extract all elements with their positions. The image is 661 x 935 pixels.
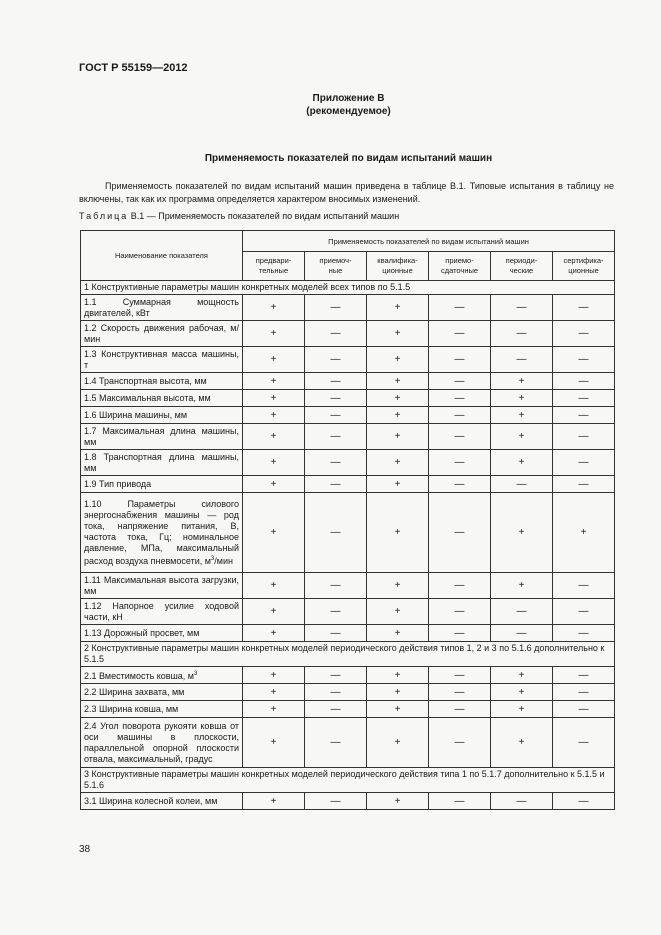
- applicability-cell: +: [243, 321, 305, 347]
- indicator-name: [81, 295, 243, 321]
- indicator-name: [81, 573, 243, 599]
- applicability-cell: —: [305, 625, 367, 642]
- applicability-cell: +: [491, 450, 553, 476]
- indicator-name: [81, 793, 243, 810]
- applicability-cell: +: [243, 625, 305, 642]
- indicator-name-text: 2.1 Вместимость ковша, м: [84, 670, 194, 681]
- applicability-cell: +: [243, 718, 305, 768]
- applicability-cell: —: [429, 295, 491, 321]
- applicability-cell: +: [367, 684, 429, 701]
- applicability-cell: +: [491, 373, 553, 390]
- section-row: [81, 642, 615, 667]
- table-row: [81, 493, 615, 573]
- applicability-cell: +: [367, 390, 429, 407]
- applicability-cell: —: [429, 599, 491, 625]
- applicability-cell: —: [429, 424, 491, 450]
- column-header-3: приемо- сдаточные: [429, 252, 491, 281]
- applicability-cell: —: [429, 347, 491, 373]
- table-body: [81, 281, 615, 810]
- name-column-header: Наименование показателя: [81, 231, 243, 281]
- applicability-cell: —: [491, 599, 553, 625]
- table-row: [81, 321, 615, 347]
- applicability-table: [80, 230, 615, 810]
- applicability-cell: —: [429, 390, 491, 407]
- applicability-cell: —: [491, 793, 553, 810]
- applicability-cell: +: [367, 793, 429, 810]
- applicability-cell: —: [429, 407, 491, 424]
- indicator-name: [81, 625, 243, 642]
- applicability-cell: —: [305, 493, 367, 573]
- unit-exponent: 3: [210, 555, 215, 562]
- indicator-name-text: 1.11 Максимальная высота загрузки, мм: [84, 574, 239, 596]
- indicator-name-text: 1.13 Дорожный просвет, мм: [84, 627, 200, 638]
- section-title: [0, 153, 661, 164]
- indicator-name: [81, 424, 243, 450]
- column-header-2: квалифика- ционные: [367, 252, 429, 281]
- section-heading: 1 Конструктивные параметры машин конкретных моделей всех типов по 5.1.5: [81, 281, 615, 295]
- applicability-cell: —: [553, 793, 615, 810]
- applicability-cell: —: [553, 295, 615, 321]
- applicability-cell: —: [553, 573, 615, 599]
- applicability-cell: +: [243, 407, 305, 424]
- applicability-cell: —: [305, 450, 367, 476]
- document-code: ГОСТ Р 55159—2012: [79, 62, 188, 74]
- indicator-name-text: 1.1 Суммарная мощность двигателей, кВт: [84, 296, 239, 318]
- table-row: [81, 701, 615, 718]
- indicator-name-text: 2.2 Ширина захвата, мм: [84, 686, 185, 697]
- appendix-label: Приложение В: [312, 93, 385, 104]
- applicability-cell: —: [429, 476, 491, 493]
- applicability-cell: —: [553, 373, 615, 390]
- applicability-cell: +: [243, 667, 305, 684]
- applicability-cell: —: [305, 424, 367, 450]
- applicability-cell: —: [553, 667, 615, 684]
- applicability-cell: —: [553, 424, 615, 450]
- indicator-name-text: 3.1 Ширина колесной колеи, мм: [84, 795, 218, 806]
- indicator-name-text: 1.6 Ширина машины, мм: [84, 409, 188, 420]
- indicator-name: [81, 667, 243, 684]
- applicability-cell: +: [367, 373, 429, 390]
- table-row: [81, 684, 615, 701]
- intro-paragraph: Применяемость показателей по видам испытаний машин приведена в таблице В.1. Типовые испытания в таблицу не включены, так как их программа определяется характером вносимых изменений.: [79, 181, 614, 204]
- applicability-cell: —: [553, 599, 615, 625]
- applicability-cell: +: [243, 493, 305, 573]
- applicability-cell: —: [553, 625, 615, 642]
- applicability-cell: —: [429, 667, 491, 684]
- applicability-cell: +: [491, 718, 553, 768]
- section-title-text: Применяемость показателей по видам испытаний машин: [204, 153, 493, 164]
- applicability-cell: —: [305, 321, 367, 347]
- applicability-cell: +: [243, 424, 305, 450]
- applicability-cell: +: [243, 599, 305, 625]
- table-caption: [79, 211, 399, 221]
- table-row: [81, 407, 615, 424]
- applicability-cell: +: [243, 684, 305, 701]
- indicator-name: [81, 701, 243, 718]
- applicability-cell: +: [367, 450, 429, 476]
- applicability-cell: —: [491, 625, 553, 642]
- applicability-cell: +: [367, 625, 429, 642]
- applicability-cell: —: [305, 667, 367, 684]
- table-row: [81, 476, 615, 493]
- applicability-cell: —: [491, 476, 553, 493]
- table-row: [81, 718, 615, 768]
- applicability-cell: +: [491, 701, 553, 718]
- applicability-cell: +: [367, 667, 429, 684]
- applicability-cell: +: [243, 347, 305, 373]
- applicability-cell: —: [305, 295, 367, 321]
- table-row: [81, 295, 615, 321]
- applicability-cell: —: [305, 718, 367, 768]
- indicator-name: [81, 718, 243, 768]
- applicability-cell: —: [553, 718, 615, 768]
- table-caption-text: В.1 — Применяемость показателей по видам испытаний машин: [128, 211, 400, 221]
- applicability-cell: —: [553, 321, 615, 347]
- applicability-cell: +: [491, 390, 553, 407]
- applicability-cell: +: [367, 493, 429, 573]
- indicator-name: [81, 684, 243, 701]
- applicability-cell: —: [553, 347, 615, 373]
- applicability-cell: —: [491, 347, 553, 373]
- applicability-cell: +: [243, 390, 305, 407]
- column-header-4: периоди- ческие: [491, 252, 553, 281]
- test-types-group-header: Применяемость показателей по видам испытаний машин: [243, 231, 615, 252]
- section-row: [81, 281, 615, 295]
- applicability-cell: —: [305, 684, 367, 701]
- indicator-name-text: 2.3 Ширина ковша, мм: [84, 703, 179, 714]
- applicability-cell: —: [429, 573, 491, 599]
- table-caption-prefix: Таблица: [79, 211, 129, 221]
- applicability-cell: +: [367, 573, 429, 599]
- appendix-status: (рекомендуемое): [306, 106, 391, 117]
- applicability-cell: +: [367, 476, 429, 493]
- indicator-name-text: 1.12 Напорное усилие ходовой части, кН: [84, 600, 239, 622]
- applicability-cell: —: [429, 684, 491, 701]
- applicability-cell: —: [429, 450, 491, 476]
- unit-exponent: 3: [194, 670, 198, 677]
- table-row: [81, 599, 615, 625]
- applicability-cell: +: [243, 450, 305, 476]
- applicability-cell: +: [491, 424, 553, 450]
- indicator-name-text: 1.2 Скорость движения рабочая, м/мин: [84, 322, 239, 344]
- applicability-cell: —: [305, 573, 367, 599]
- applicability-cell: +: [491, 684, 553, 701]
- applicability-cell: —: [429, 793, 491, 810]
- applicability-cell: +: [491, 667, 553, 684]
- table-row: [81, 373, 615, 390]
- applicability-cell: +: [367, 407, 429, 424]
- section-row: [81, 768, 615, 793]
- section-heading: 2 Конструктивные параметры машин конкретных моделей периодического действия типов 1, 2 и 3 по 5.1.6 дополнительно к 5.1.5: [81, 642, 615, 667]
- applicability-cell: +: [243, 476, 305, 493]
- indicator-name-text: 1.3 Конструктивная масса машины, т: [84, 348, 239, 370]
- applicability-cell: —: [553, 450, 615, 476]
- applicability-cell: —: [553, 390, 615, 407]
- applicability-cell: +: [367, 347, 429, 373]
- table-row: [81, 390, 615, 407]
- table-row: [81, 573, 615, 599]
- applicability-cell: —: [305, 599, 367, 625]
- applicability-cell: +: [491, 573, 553, 599]
- applicability-cell: —: [429, 321, 491, 347]
- applicability-cell: —: [305, 701, 367, 718]
- applicability-cell: —: [553, 476, 615, 493]
- applicability-cell: —: [553, 407, 615, 424]
- indicator-name: [81, 599, 243, 625]
- indicator-name-text: 2.4 Угол поворота рукояти ковша от оси машины в плоскости, параллельной опорной плоскости отвала, максимальный, градус: [84, 720, 239, 764]
- column-header-0: предвари- тельные: [243, 252, 305, 281]
- applicability-cell: —: [429, 718, 491, 768]
- unit-tail: /мин: [214, 555, 233, 566]
- applicability-cell: —: [429, 373, 491, 390]
- section-heading: 3 Конструктивные параметры машин конкретных моделей периодического действия типа 1 по 5.1.7 дополнительно к 5.1.5 и 5.1.6: [81, 768, 615, 793]
- table-row: [81, 450, 615, 476]
- indicator-name: [81, 321, 243, 347]
- applicability-cell: —: [491, 295, 553, 321]
- applicability-cell: +: [243, 373, 305, 390]
- table-row: [81, 793, 615, 810]
- applicability-cell: +: [243, 793, 305, 810]
- column-header-5: сертифика- ционные: [553, 252, 615, 281]
- table-row: [81, 347, 615, 373]
- table-row: [81, 667, 615, 684]
- page-number: 38: [79, 844, 91, 855]
- applicability-cell: +: [367, 718, 429, 768]
- indicator-name-text: 1.8 Транспортная длина машины, мм: [84, 451, 239, 473]
- indicator-name: [81, 450, 243, 476]
- applicability-cell: +: [243, 573, 305, 599]
- applicability-cell: —: [305, 407, 367, 424]
- applicability-cell: +: [243, 295, 305, 321]
- indicator-name: [81, 407, 243, 424]
- indicator-name: [81, 347, 243, 373]
- applicability-cell: +: [243, 701, 305, 718]
- appendix-title: [0, 92, 661, 118]
- indicator-name: [81, 373, 243, 390]
- table-row: [81, 424, 615, 450]
- applicability-cell: +: [367, 424, 429, 450]
- applicability-cell: +: [367, 599, 429, 625]
- indicator-name: [81, 493, 243, 573]
- applicability-cell: —: [305, 373, 367, 390]
- column-header-1: приемоч- ные: [305, 252, 367, 281]
- indicator-name-text: 1.7 Максимальная длина машины, мм: [84, 425, 239, 447]
- applicability-cell: —: [305, 347, 367, 373]
- indicator-name-text: 1.10 Параметры силового энергоснабжения машины — род тока, напряжение питания, В, частота тока, Гц; номинальное давление, МПа, максимальный расход воздуха пневмосети, м: [84, 498, 239, 566]
- applicability-cell: —: [429, 701, 491, 718]
- applicability-cell: —: [491, 321, 553, 347]
- indicator-name-text: 1.9 Тип привода: [84, 478, 152, 489]
- applicability-cell: +: [491, 407, 553, 424]
- applicability-cell: +: [367, 701, 429, 718]
- applicability-cell: —: [305, 476, 367, 493]
- applicability-cell: —: [429, 625, 491, 642]
- table-row: [81, 625, 615, 642]
- applicability-cell: +: [367, 295, 429, 321]
- applicability-cell: +: [491, 493, 553, 573]
- applicability-cell: +: [367, 321, 429, 347]
- indicator-name: [81, 390, 243, 407]
- applicability-cell: —: [429, 493, 491, 573]
- applicability-cell: —: [305, 390, 367, 407]
- applicability-cell: —: [553, 701, 615, 718]
- applicability-cell: —: [305, 793, 367, 810]
- indicator-name-text: 1.4 Транспортная высота, мм: [84, 375, 207, 386]
- applicability-cell: +: [553, 493, 615, 573]
- indicator-name-text: 1.5 Максимальная высота, мм: [84, 392, 211, 403]
- applicability-cell: —: [553, 684, 615, 701]
- indicator-name: [81, 476, 243, 493]
